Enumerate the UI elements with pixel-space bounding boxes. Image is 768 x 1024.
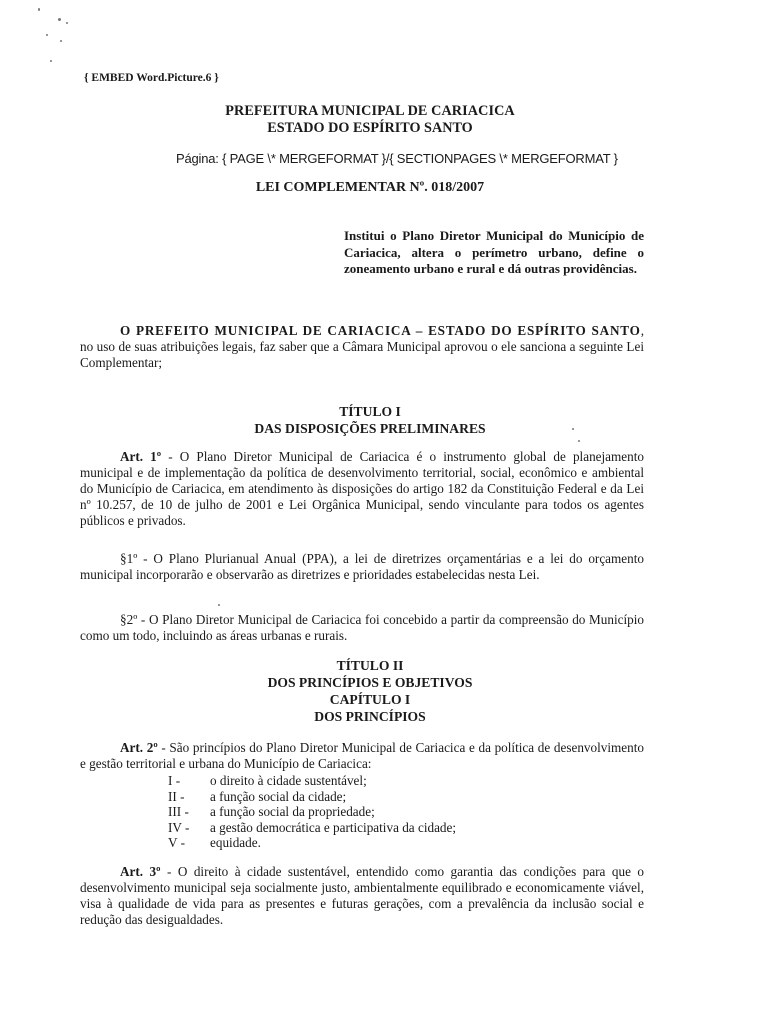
title-2-name: DOS PRINCÍPIOS E OBJETIVOS	[267, 675, 473, 690]
list-item	[168, 804, 456, 820]
chapter-1-name: DOS PRINCÍPIOS	[314, 709, 426, 724]
list-item-text: equidade.	[210, 835, 261, 850]
article-1	[80, 449, 644, 529]
paragraph-1	[80, 551, 644, 583]
article-2-label: Art. 2º	[120, 740, 158, 755]
scan-speck	[50, 60, 52, 62]
principles-list	[168, 773, 456, 851]
scan-speck	[60, 40, 62, 42]
list-item-text: o direito à cidade sustentável;	[210, 773, 367, 788]
article-2-text: - São princípios do Plano Diretor Municipal de Cariacica e da política de desenvolvimento e gestão territorial e urbana do Município de Cariacica:	[80, 740, 645, 771]
list-item-number: IV -	[168, 819, 190, 835]
scan-speck	[46, 34, 48, 36]
scan-speck	[58, 18, 61, 21]
scan-speck	[66, 22, 68, 24]
preamble-bold: O PREFEITO MUNICIPAL DE CARIACICA – ESTADO DO ESPÍRITO SANTO	[120, 323, 641, 338]
paragraph-2-text: §2º - O Plano Diretor Municipal de Cariacica foi concebido a partir da compreensão do Município como um todo, incluindo as áreas urbanas e rurais.	[80, 612, 644, 643]
embed-field-code: { EMBED Word.Picture.6 }	[84, 72, 219, 84]
preamble	[80, 323, 644, 371]
list-item	[168, 789, 456, 805]
title-2-label: TÍTULO II	[336, 658, 404, 673]
list-item-number: II -	[168, 788, 185, 804]
list-item-number: I -	[168, 773, 181, 788]
scan-speck	[578, 440, 580, 442]
list-item-text: a gestão democrática e participativa da cidade;	[210, 819, 457, 835]
law-title: LEI COMPLEMENTAR Nº. 018/2007	[255, 180, 485, 195]
paragraph-2	[80, 612, 644, 644]
article-3-label: Art. 3º	[120, 864, 161, 879]
list-item	[168, 835, 456, 851]
paragraph-1-text: §1º - O Plano Plurianual Anual (PPA), a lei de diretrizes orçamentárias e a lei do orçamento municipal incorporarão e observarão as diretrizes e prioridades estabelecidas nesta Lei.	[80, 551, 644, 582]
article-1-text: - O Plano Diretor Municipal de Cariacica é o instrumento global de planejamento municipal e de implementação da política de desenvolvimento territorial, social, econômico e ambiental do Município de Cariacica, em atendimento às disposições do artigo 182 da Constituição Federal e da Lei nº 10.257, de 10 de julho de 2001 e Lei Orgânica Municipal, sendo vinculante para todos os agentes públicos e privados.	[80, 449, 644, 528]
preamble-text: , no uso de suas atribuições legais, faz saber que a Câmara Municipal aprovou o ele sanciona a seguinte Lei Complementar;	[80, 323, 644, 370]
title-1-name: DAS DISPOSIÇÕES PRELIMINARES	[254, 421, 486, 436]
article-2	[80, 740, 644, 772]
header-state: ESTADO DO ESPÍRITO SANTO	[267, 120, 473, 136]
chapter-1-label: CAPÍTULO I	[329, 692, 411, 707]
title-1-label: TÍTULO I	[339, 404, 401, 419]
scan-speck	[38, 8, 40, 11]
article-3-text: - O direito à cidade sustentável, entendido como garantia das condições para que o desenvolvimento municipal seja socialmente justo, ambientalmente equilibrado e economicamente viável, visa à qualidade de vida para as presentes e futuras gerações, com a prevalência da inclusão social e redução das desigualdades.	[80, 864, 644, 927]
article-3	[80, 864, 644, 928]
list-item	[168, 820, 456, 836]
list-item	[168, 773, 456, 789]
article-1-label: Art. 1º	[120, 449, 162, 464]
list-item-text: a função social da cidade;	[210, 788, 347, 804]
list-item-number: III -	[168, 804, 189, 819]
list-item-text: a função social da propriedade;	[210, 804, 375, 819]
list-item-number: V -	[168, 835, 185, 850]
scan-speck	[218, 604, 220, 606]
header-municipality: PREFEITURA MUNICIPAL DE CARIACICA	[225, 103, 515, 119]
page-number-field: Página: { PAGE \* MERGEFORMAT }/{ SECTIONPAGES \* MERGEFORMAT }	[176, 151, 618, 166]
law-summary: Institui o Plano Diretor Municipal do Município de Cariacica, altera o perímetro urbano, define o zoneamento urbano e rural e dá outras providências.	[344, 228, 644, 276]
